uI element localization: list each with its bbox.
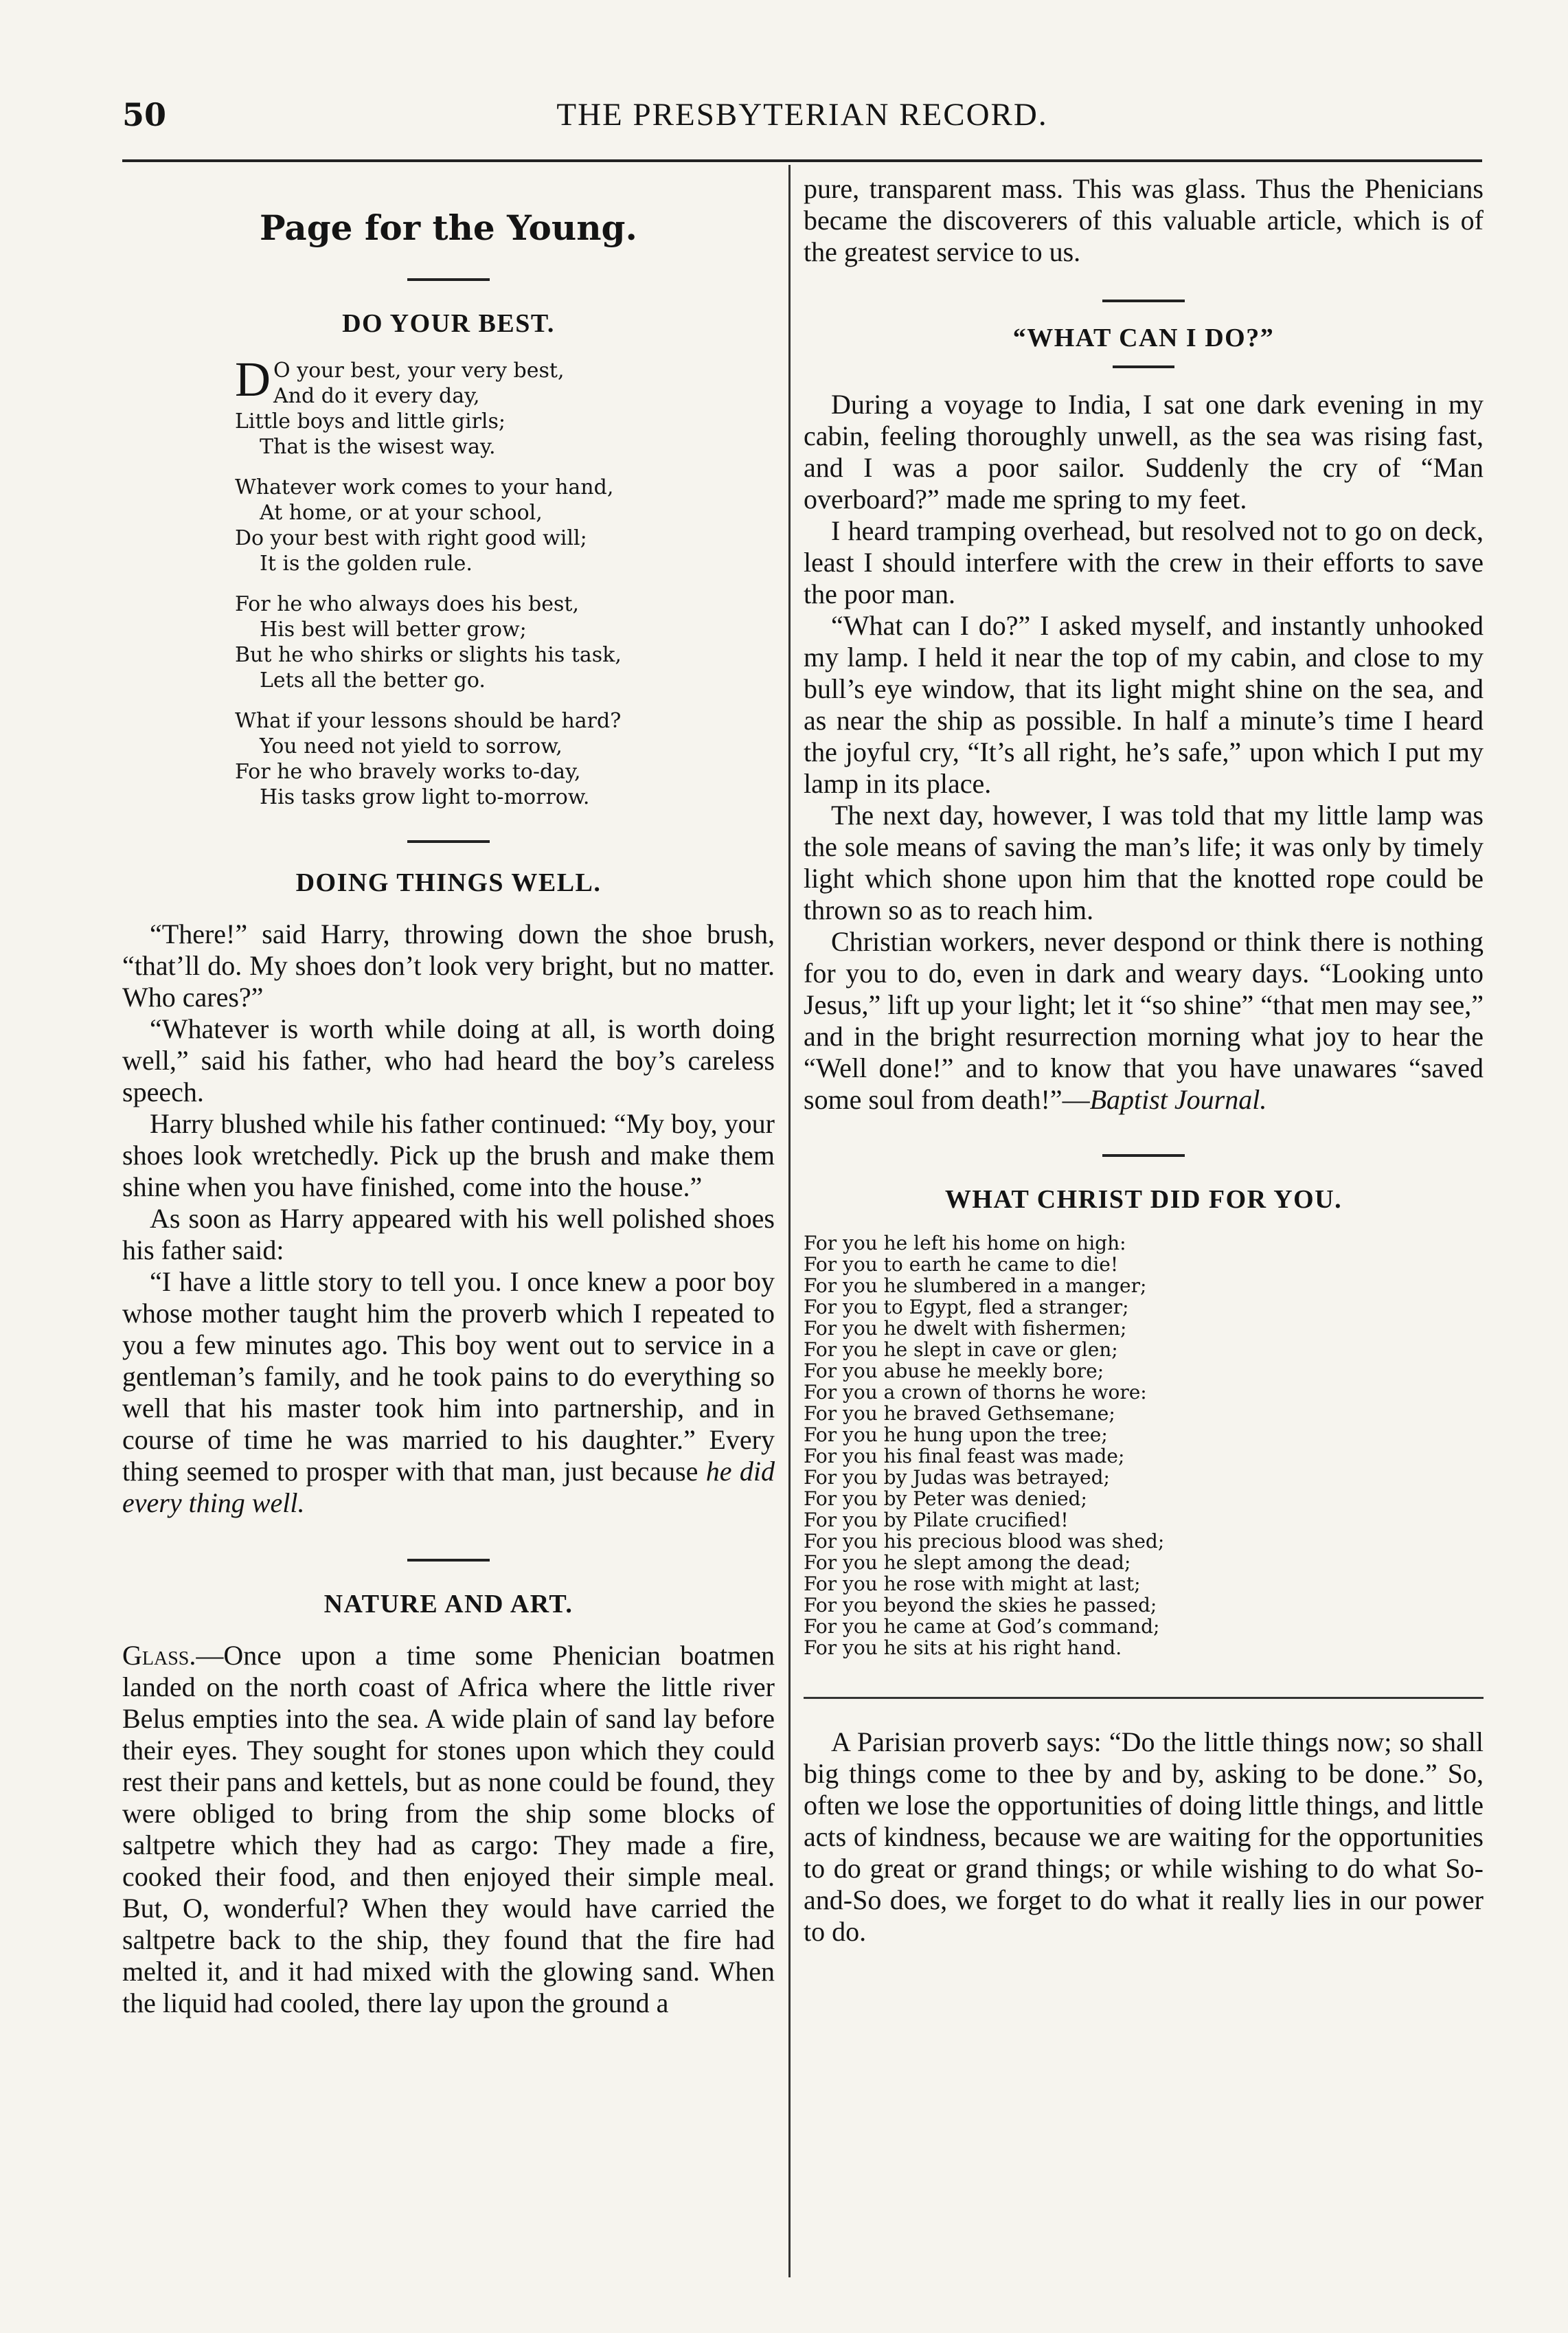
paragraph: A Parisian proverb says: “Do the little things now; so shall big things come to thee by and by, asking to be done.” So, often we lose the opportunities of doing little things, and little acts of kindness, because we are waiting for the opportunities to do great or grand things; or while wishing to do what So-and-So does, we forget to do what it really lies in our power to do. xyxy=(804,1726,1484,1947)
page-heading: Page for the Young. xyxy=(260,207,637,248)
italic-phrase: he did every thing well. xyxy=(122,1456,775,1518)
poem-line: For you he dwelt with fishermen; xyxy=(804,1317,1127,1340)
poem-line: For you his final feast was made; xyxy=(804,1445,1125,1467)
poem-line: For you to earth he came to die! xyxy=(804,1253,1119,1276)
paragraph xyxy=(122,1266,775,1519)
poem-line: His best will better grow; xyxy=(260,618,527,642)
source-citation: Baptist Journal. xyxy=(1089,1084,1267,1115)
running-title: THE PRESBYTERIAN RECORD. xyxy=(556,97,1048,133)
section-title-doing-things-well: DOING THINGS WELL. xyxy=(295,868,602,897)
poem-stanza xyxy=(235,475,775,576)
poem-line: You need not yield to sorrow, xyxy=(260,734,563,758)
lead-word: Glass. xyxy=(122,1640,196,1671)
poem-line: Lets all the better go. xyxy=(260,668,486,692)
section-title-nature-and-art: NATURE AND ART. xyxy=(323,1590,573,1619)
poem-stanza xyxy=(235,591,775,693)
poem-line: For you he left his home on high: xyxy=(804,1232,1126,1254)
poem-line: For you he slept among the dead; xyxy=(804,1551,1131,1574)
poem-line: It is the golden rule. xyxy=(260,552,473,576)
section-title-do-your-best: DO YOUR BEST. xyxy=(342,309,555,338)
paragraph-text: “I have a little story to tell you. I once knew a poor boy whose mother taught him the proverb which I repeated to you a few minutes ago. This boy went out to service in a gentleman’s family, and he took pains to do everything so well that his master took him into partnership, and in course of time he was married to his daughter.” Every thing seemed to prosper with that man, just because xyxy=(122,1266,775,1487)
paragraph: Harry blushed while his father continued: “My boy, your shoes look wretchedly. Pick up the brush and make them shine when you have finished, come into the house.” xyxy=(122,1108,775,1202)
header-rule xyxy=(122,159,1482,162)
poem-line: For he who always does his best, xyxy=(235,592,579,616)
paragraph: During a voyage to India, I sat one dark evening in my cabin, feeling thoroughly unwell, as the sea was rising fast, and I was a poor sailor. Suddenly the cry of “Man overboard?” made me spring to my feet. xyxy=(804,389,1484,515)
poem-line: For you by Pilate crucified! xyxy=(804,1509,1069,1531)
paragraph: As soon as Harry appeared with his well polished shoes his father said: xyxy=(122,1203,775,1265)
paragraph: pure, transparent mass. This was glass. Thus the Phenicians became the discoverers of this valuable article, which is of the greatest service to us. xyxy=(804,173,1484,267)
poem-line: Little boys and little girls; xyxy=(235,409,506,433)
paragraph xyxy=(804,926,1484,1116)
poem-line: That is the wisest way. xyxy=(260,435,496,459)
paragraph: I heard tramping overhead, but resolved not to go on deck, least I should interfere with the crew in their efforts to save the poor man. xyxy=(804,515,1484,609)
poem-do-your-best xyxy=(122,352,775,810)
page-header xyxy=(122,96,1482,151)
poem-line: His tasks grow light to-morrow. xyxy=(260,785,590,809)
paragraph xyxy=(122,1640,775,2019)
paragraph: The next day, however, I was told that my little lamp was the sole means of saving the man’s life; it was only by timely light which shone upon him that the knotted rope could be thrown so as to reach him. xyxy=(804,800,1484,925)
paragraph: “Whatever is worth while doing at all, is worth doing well,” said his father, who had heard the boy’s careless speech. xyxy=(122,1013,775,1107)
poem-line: For you abuse he meekly bore; xyxy=(804,1360,1104,1382)
poem-line: For you he slept in cave or glen; xyxy=(804,1338,1118,1361)
poem-line: For you by Peter was denied; xyxy=(804,1487,1087,1510)
paragraph: “What can I do?” I asked myself, and instantly unhooked my lamp. I held it near the top of my cabin, and close to my bull’s eye window, that its light might shine on the sea, and as near the ship as possible. In half a minute’s time I heard the joyful cry, “It’s all right, he’s safe,” upon which I put my lamp in its place. xyxy=(804,610,1484,799)
paragraph: “There!” said Harry, throwing down the shoe brush, “that’ll do. My shoes don’t look very bright, but no matter. Who cares?” xyxy=(122,918,775,1013)
poem-line: For you he slumbered in a manger; xyxy=(804,1274,1147,1297)
poem-line: For you by Judas was betrayed; xyxy=(804,1466,1110,1489)
poem-line: What if your lessons should be hard? xyxy=(235,709,622,733)
poem-line: For you his precious blood was shed; xyxy=(804,1530,1165,1553)
poem-line: For you he braved Gethsemane; xyxy=(804,1402,1115,1425)
poem-stanza xyxy=(235,708,775,810)
column-divider xyxy=(788,165,791,2277)
page-number: 50 xyxy=(122,96,167,133)
section-title-what-can-i-do: “WHAT CAN I DO?” xyxy=(1012,324,1275,352)
poem-line: For you to Egypt, fled a stranger; xyxy=(804,1296,1129,1318)
left-column xyxy=(122,165,775,2019)
poem-line: For he who bravely works to-day, xyxy=(235,760,581,784)
poem-line: For you he rose with might at last; xyxy=(804,1573,1141,1595)
poem-line: For you he sits at his right hand. xyxy=(804,1636,1122,1659)
paragraph-text: Christian workers, never despond or think there is nothing for you to do, even in dark and weary days. “Looking unto Jesus,” lift up your light; let it “so shine” “that men may see,” and in the bright resurrection morning what joy to hear the “Well done!” and to know that you have unawares “saved some soul from death!”— xyxy=(804,926,1484,1115)
poem-line: For you he hung upon the tree; xyxy=(804,1423,1108,1446)
right-column xyxy=(804,165,1484,1948)
poem-line: But he who shirks or slights his task, xyxy=(235,643,622,667)
section-title-what-christ-did: WHAT CHRIST DID FOR YOU. xyxy=(944,1185,1343,1214)
poem-line: O your best, your very best, xyxy=(273,359,565,383)
poem-line: And do it every day, xyxy=(273,384,480,408)
poem-line: Do your best with right good will; xyxy=(235,526,587,550)
poem-line: For you he came at God’s command; xyxy=(804,1615,1160,1638)
poem-line: Whatever work comes to your hand, xyxy=(235,475,614,499)
paragraph-text: —Once upon a time some Phenician boatmen landed on the north coast of Africa where the little river Belus empties into the sea. A wide plain of sand lay before their eyes. They sought for stones upon which they could rest their pans and kettels, but as none could be found, they were obliged to bring from the ship some blocks of saltpetre which they had as cargo: They made a fire, cooked their food, and then enjoyed their simple meal. But, O, wonderful? When they would have carried the saltpetre back to the ship, they found that the fire had melted it, and it had mixed with the glowing sand. When the liquid had cooled, there lay upon the ground a xyxy=(122,1640,775,2018)
poem-line: At home, or at your school, xyxy=(260,501,543,525)
poem-stanza xyxy=(235,352,775,460)
dropcap: D xyxy=(235,352,271,407)
poem-line: For you a crown of thorns he wore: xyxy=(804,1381,1147,1404)
poem-what-christ-did xyxy=(804,1232,1484,1658)
poem-line: For you beyond the skies he passed; xyxy=(804,1594,1157,1616)
